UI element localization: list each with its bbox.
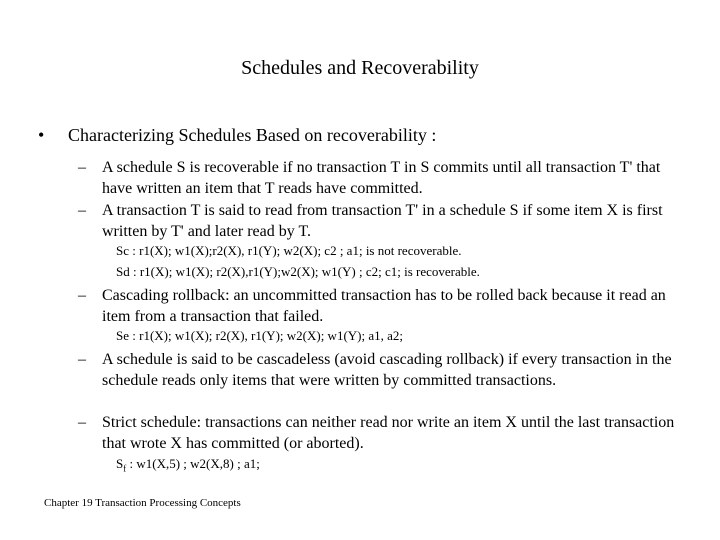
dash-marker: – <box>78 287 86 304</box>
list-item-text: A schedule is said to be cascadeless (avoid cascading rollback) if every transaction in the schedule reads only items that were written by committed transactions. <box>102 351 672 389</box>
list-item-text: A schedule S is recoverable if no transaction T in S commits until all transaction T' that have written an item that T reads have committed. <box>102 159 661 197</box>
main-bullet-text: Characterizing Schedules Based on recoverability : <box>68 125 437 145</box>
schedule-example-sf <box>116 455 260 478</box>
schedule-example-sd: Sd : r1(X); w1(X); r2(X),r1(Y);w2(X); w1(Y) ; c2; c1; is recoverable. <box>116 264 480 279</box>
main-bullet <box>38 124 436 146</box>
bullet-marker: • <box>38 125 45 145</box>
list-item <box>78 412 688 454</box>
list-item <box>78 285 688 327</box>
dash-marker: – <box>78 414 86 431</box>
slide-title: Schedules and Recoverability <box>241 57 479 79</box>
list-item <box>78 349 688 391</box>
sf-subscript: f <box>123 463 127 474</box>
dash-marker: – <box>78 202 86 219</box>
sf-rest: : w1(X,5) ; w2(X,8) ; a1; <box>126 456 260 471</box>
schedule-example-sc: Sc : r1(X); w1(X);r2(X), r1(Y); w2(X); c2 ; a1; is not recoverable. <box>116 243 462 258</box>
schedule-example-se: Se : r1(X); w1(X); r2(X), r1(Y); w2(X); w1(Y); a1, a2; <box>116 328 404 343</box>
list-item-text: Strict schedule: transactions can neither read nor write an item X until the last transaction that wrote X has committed (or aborted). <box>102 414 675 452</box>
list-item-text: A transaction T is said to read from transaction T' in a schedule S if some item X is first written by T' and later read by T. <box>102 202 663 240</box>
sf-prefix: S <box>116 456 124 471</box>
list-item-text: Cascading rollback: an uncommitted transaction has to be rolled back because it read an item from a transaction that failed. <box>102 287 666 325</box>
list-item <box>78 200 688 242</box>
dash-marker: – <box>78 159 86 176</box>
footer: Chapter 19 Transaction Processing Concepts <box>44 497 241 509</box>
dash-marker: – <box>78 351 86 368</box>
list-item <box>78 157 688 199</box>
